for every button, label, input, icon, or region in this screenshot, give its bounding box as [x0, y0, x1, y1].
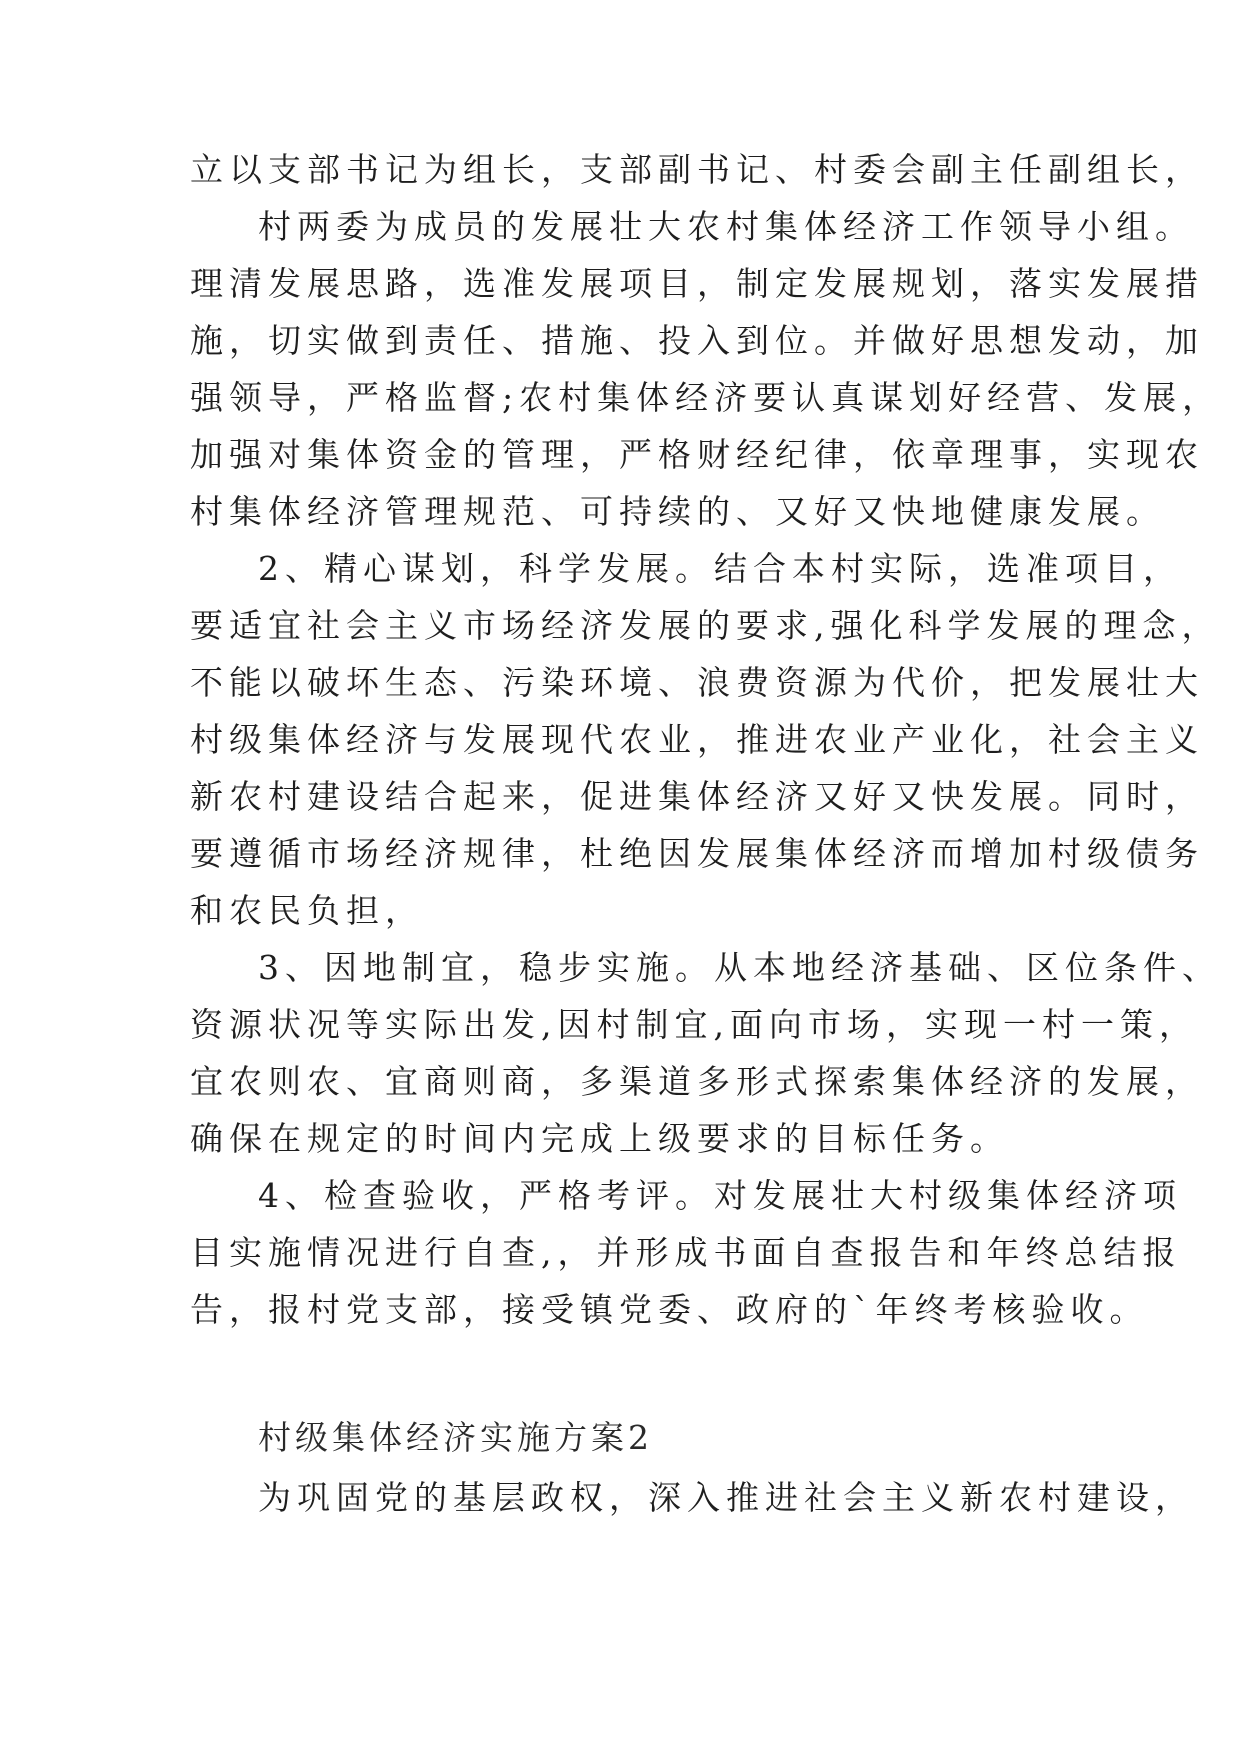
body-line: 村两委为成员的发展壮大农村集体经济工作领导小组。 [258, 207, 1194, 246]
body-line: 村集体经济管理规范、可持续的、又好又快地健康发展。 [190, 492, 1165, 531]
body-line: 强领导，严格监督;农村集体经济要认真谋划好经营、发展， [190, 378, 1222, 417]
body-line: 宜农则农、宜商则商，多渠道多形式探索集体经济的发展， [190, 1062, 1204, 1101]
section-title: 村级集体经济实施方案2 [258, 1418, 653, 1457]
body-line: 要遵循市场经济规律，杜绝因发展集体经济而增加村级债务 [190, 834, 1204, 873]
body-line: 不能以破坏生态、污染环境、浪费资源为代价，把发展壮大 [190, 663, 1204, 702]
body-line: 新农村建设结合起来，促进集体经济又好又快发展。同时， [190, 777, 1204, 816]
body-line: 4、检查验收，严格考评。对发展壮大村级集体经济项 [258, 1176, 1182, 1215]
body-line: 村级集体经济与发展现代农业，推进农业产业化，社会主义 [190, 720, 1204, 759]
body-line: 加强对集体资金的管理，严格财经纪律，依章理事，实现农 [190, 435, 1204, 474]
body-line: 理清发展思路，选准发展项目，制定发展规划，落实发展措 [190, 264, 1204, 303]
body-line: 3、因地制宜，稳步实施。从本地经济基础、区位条件、 [258, 948, 1221, 987]
body-line: 立以支部书记为组长，支部副书记、村委会副主任副组长， [190, 150, 1204, 189]
body-line: 和农民负担， [190, 891, 424, 930]
body-line: 告，报村党支部，接受镇党委、政府的`年终考核验收。 [190, 1290, 1149, 1329]
body-line: 为巩固党的基层政权，深入推进社会主义新农村建设， [258, 1478, 1194, 1517]
body-line: 2、精心谋划，科学发展。结合本村实际，选准项目， [258, 549, 1182, 588]
body-line: 确保在规定的时间内完成上级要求的目标任务。 [190, 1119, 1009, 1158]
body-line: 资源状况等实际出发,因村制宜,面向市场，实现一村一策， [190, 1005, 1198, 1044]
body-line: 施，切实做到责任、措施、投入到位。并做好思想发动，加 [190, 321, 1204, 360]
body-line: 要适宜社会主义市场经济发展的要求,强化科学发展的理念， [190, 606, 1221, 645]
body-line: 目实施情况进行自查,，并形成书面自查报告和年终总结报 [190, 1233, 1182, 1272]
